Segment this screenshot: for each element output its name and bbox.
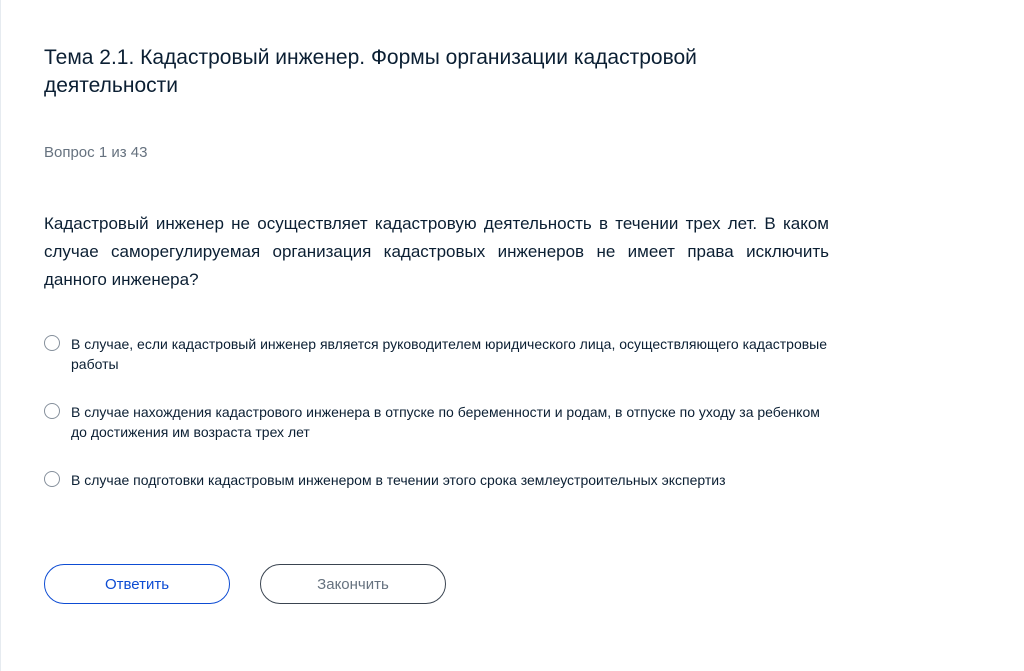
radio-unchecked-icon[interactable] bbox=[44, 471, 60, 487]
action-buttons bbox=[44, 564, 446, 604]
radio-unchecked-icon[interactable] bbox=[44, 335, 60, 351]
radio-unchecked-icon[interactable] bbox=[44, 403, 60, 419]
answer-option-3[interactable] bbox=[44, 470, 829, 490]
question-counter: Вопрос 1 из 43 bbox=[44, 144, 148, 161]
answer-option-label: В случае подготовки кадастровым инженером в течении этого срока землеустроительных экспертиз bbox=[71, 472, 726, 488]
answer-option-2[interactable] bbox=[44, 402, 829, 442]
page-title: Тема 2.1. Кадастровый инженер. Формы организации кадастровой деятельности bbox=[44, 46, 697, 97]
quiz-content bbox=[44, 44, 829, 490]
finish-button[interactable]: Закончить bbox=[260, 564, 446, 604]
answer-option-label: В случае, если кадастровый инженер является руководителем юридического лица, осуществляющего кадастровые работы bbox=[71, 336, 828, 372]
answer-button[interactable]: Ответить bbox=[44, 564, 230, 604]
answer-options bbox=[44, 334, 829, 490]
answer-option-label: В случае нахождения кадастрового инженера в отпуске по беременности и родам, в отпуске по уходу за ребенком до достижения им возраста трех лет bbox=[71, 404, 820, 440]
question-text: Кадастровый инженер не осуществляет кадастровую деятельность в течении трех лет. В каком случае саморегулируемая организация кадастровых инженеров не имеет права исключить данного инженера? bbox=[44, 214, 829, 289]
answer-option-1[interactable] bbox=[44, 334, 829, 374]
left-divider bbox=[0, 0, 1, 671]
